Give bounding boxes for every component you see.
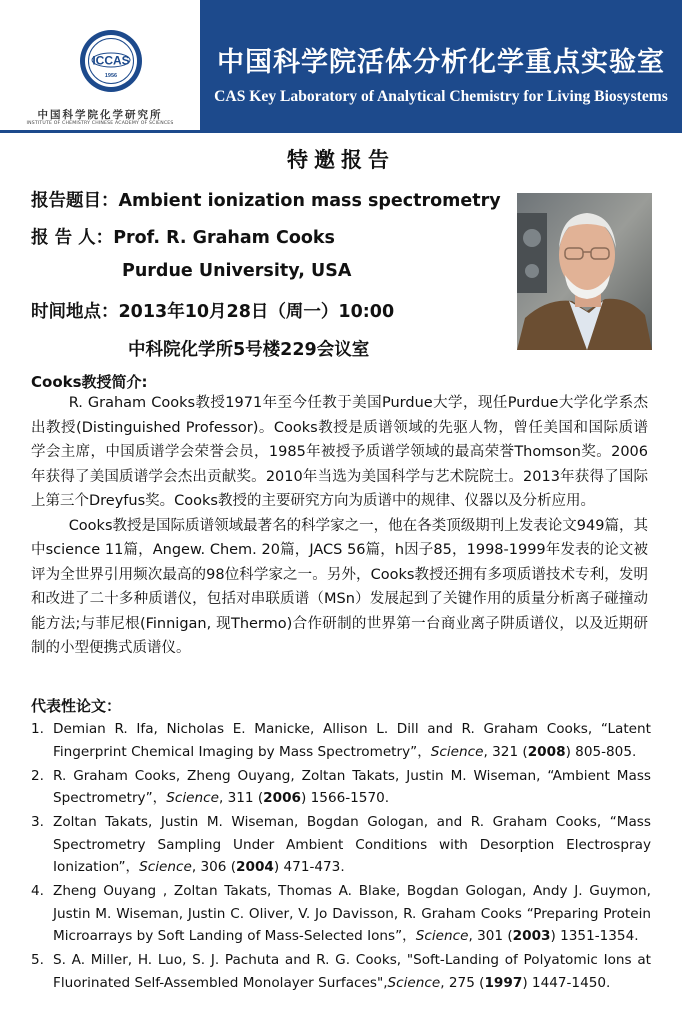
paper-pages: ) 1351-1354. [550, 928, 639, 944]
time-value: 2013年10月28日（周一）10:00 [118, 302, 395, 322]
paper-volume: , 321 ( [483, 743, 528, 760]
header [0, 0, 682, 130]
paper-authors: Zoltan Takats, Justin M. Wiseman, Bogdan Gologan, and R. Graham Cooks, [53, 814, 602, 830]
paper-authors: S. A. Miller, H. Luo, S. J. Pachuta and R. G. Cooks, [53, 952, 402, 968]
logo-panel [0, 0, 200, 130]
paper-number: 4. [31, 883, 44, 899]
time-label: 时间地点： [31, 302, 119, 322]
paper-pages: ) 805-805. [565, 743, 637, 760]
topic-value: Ambient ionization mass spectrometry [118, 191, 501, 211]
topic-label: 报告题目： [31, 191, 119, 211]
page-title: 特邀报告 [287, 148, 395, 172]
paper-journal: Science [166, 790, 219, 806]
talk-topic [31, 187, 501, 212]
paper-title: “Latent Fingerprint Chemical Imaging by Mass Spectrometry”， [53, 721, 651, 760]
paper-volume: , 306 ( [191, 859, 237, 875]
paper-number: 3. [31, 814, 44, 830]
paper-year: 2003 [512, 928, 551, 944]
iccas-logo-icon [79, 29, 143, 93]
paper-item [31, 880, 651, 948]
lab-name-en: CAS Key Laboratory of Analytical Chemistry for Living Biosystems [214, 88, 668, 105]
papers-list [31, 718, 651, 996]
paper-title: "Soft-Landing of Polyatomic Ions at Fluorinated Self-Assembled Monolayer Surfaces", [53, 952, 651, 991]
papers-heading: 代表性论文： [31, 697, 122, 715]
paper-year: 2006 [263, 790, 302, 806]
paper-authors: Demian R. Ifa, Nicholas E. Manicke, Allison L. Dill and R. Graham Cooks, [53, 721, 593, 737]
speaker-portrait-icon [517, 193, 652, 350]
bio-heading: Cooks教授简介: [31, 373, 148, 391]
paper-number: 1. [31, 721, 44, 737]
logo-year: 1956 [104, 73, 118, 79]
institute-name-cn: 中国科学院化学研究所 [37, 109, 163, 121]
paper-journal: Science [139, 859, 192, 875]
paper-authors: R. Graham Cooks, Zheng Ouyang, Zoltan Takats, Justin M. Wiseman, [53, 767, 541, 784]
paper-item [31, 718, 651, 763]
paper-volume: , 311 ( [218, 790, 264, 806]
paper-title: “Ambient Mass Spectrometry”， [53, 767, 652, 806]
paper-year: 1997 [484, 974, 523, 991]
logo-text: ICCAS [92, 53, 130, 68]
speaker-affiliation: Purdue University, USA [122, 261, 352, 281]
paper-journal: Science [430, 743, 484, 760]
paper-volume: , 275 ( [440, 974, 485, 991]
paper-pages: ) 471-473. [273, 859, 345, 875]
paper-volume: , 301 ( [468, 928, 513, 944]
institute-name-en: INSTITUTE OF CHEMISTRY CHINESE ACADEMY OF SCIENCES [26, 121, 174, 126]
header-divider [0, 130, 682, 133]
bio-paragraph-1: R. Graham Cooks教授1971年至今任教于美国Purdue大学，现任Purdue大学化学系杰出教授(Distinguished Professor)。Cooks教授是质谱领域的先驱人物，曾任美国和国际质谱学会主席，中国质谱学会荣誉会员，1985年被授予质谱学领域的最高荣誉Thomson奖。2006年获得了美国质谱学会杰出贡献奖。2010年当选为美国科学与艺术院院士。2013年获得了国际上第三个Dreyfus奖。Cooks教授的主要研究方向为质谱中的规律、仪器以及分析应用。 [31, 395, 648, 509]
paper-title: “Mass Spectrometry Sampling Under Ambient Conditions with Desorption Electrospray Ionization”， [53, 814, 651, 875]
paper-year: 2004 [236, 859, 274, 875]
talk-speaker [31, 224, 335, 249]
paper-pages: ) 1566-1570. [301, 790, 390, 806]
paper-year: 2008 [527, 743, 566, 760]
speaker-photo [517, 193, 652, 350]
paper-journal: Science [387, 974, 441, 991]
lab-name-cn: 中国科学院活体分析化学重点实验室 [217, 47, 665, 78]
bio-paragraph-2: Cooks教授是国际质谱领域最著名的科学家之一，他在各类顶级期刊上发表论文949篇，其中science 11篇，Angew. Chem. 20篇，JACS 56篇，h因子85，1998-1999年发表的论文被评为全世界引用频次最高的98位科学家之一。另外，Cooks教授还拥有多项质谱技术专利，发明和改进了二十多种质谱仪，包括对串联质谱（MSn）发展起到了关键作用的质量分析离子碰撞动能方法;与菲尼根(Finnigan, 现Thermo)合作研制的世界第一台商业离子阱质谱仪，以及近期研制的小型便携式质谱仪。 [31, 517, 648, 656]
paper-item [31, 765, 651, 810]
paper-item [31, 811, 651, 879]
talk-time [31, 298, 394, 323]
speaker-value: Prof. R. Graham Cooks [113, 228, 335, 248]
paper-number: 5. [31, 952, 44, 968]
paper-item [31, 949, 651, 994]
paper-journal: Science [415, 928, 469, 944]
paper-number: 2. [31, 767, 44, 784]
paper-title: “Preparing Protein Microarrays by Soft Landing of Mass-Selected Ions”， [53, 905, 651, 944]
paper-pages: ) 1447-1450. [522, 974, 611, 991]
speaker-label: 报 告 人： [31, 228, 114, 248]
talk-venue: 中科院化学所5号楼229会议室 [128, 340, 370, 360]
lab-banner [200, 0, 682, 130]
paper-authors: Zheng Ouyang , Zoltan Takats, Thomas A. Blake, Bogdan Gologan, Andy J. Guymon, Justin M. Wiseman, Justin C. Oliver, V. Jo Davisson, R. Graham Cooks [53, 883, 651, 922]
bio-text [31, 391, 648, 661]
